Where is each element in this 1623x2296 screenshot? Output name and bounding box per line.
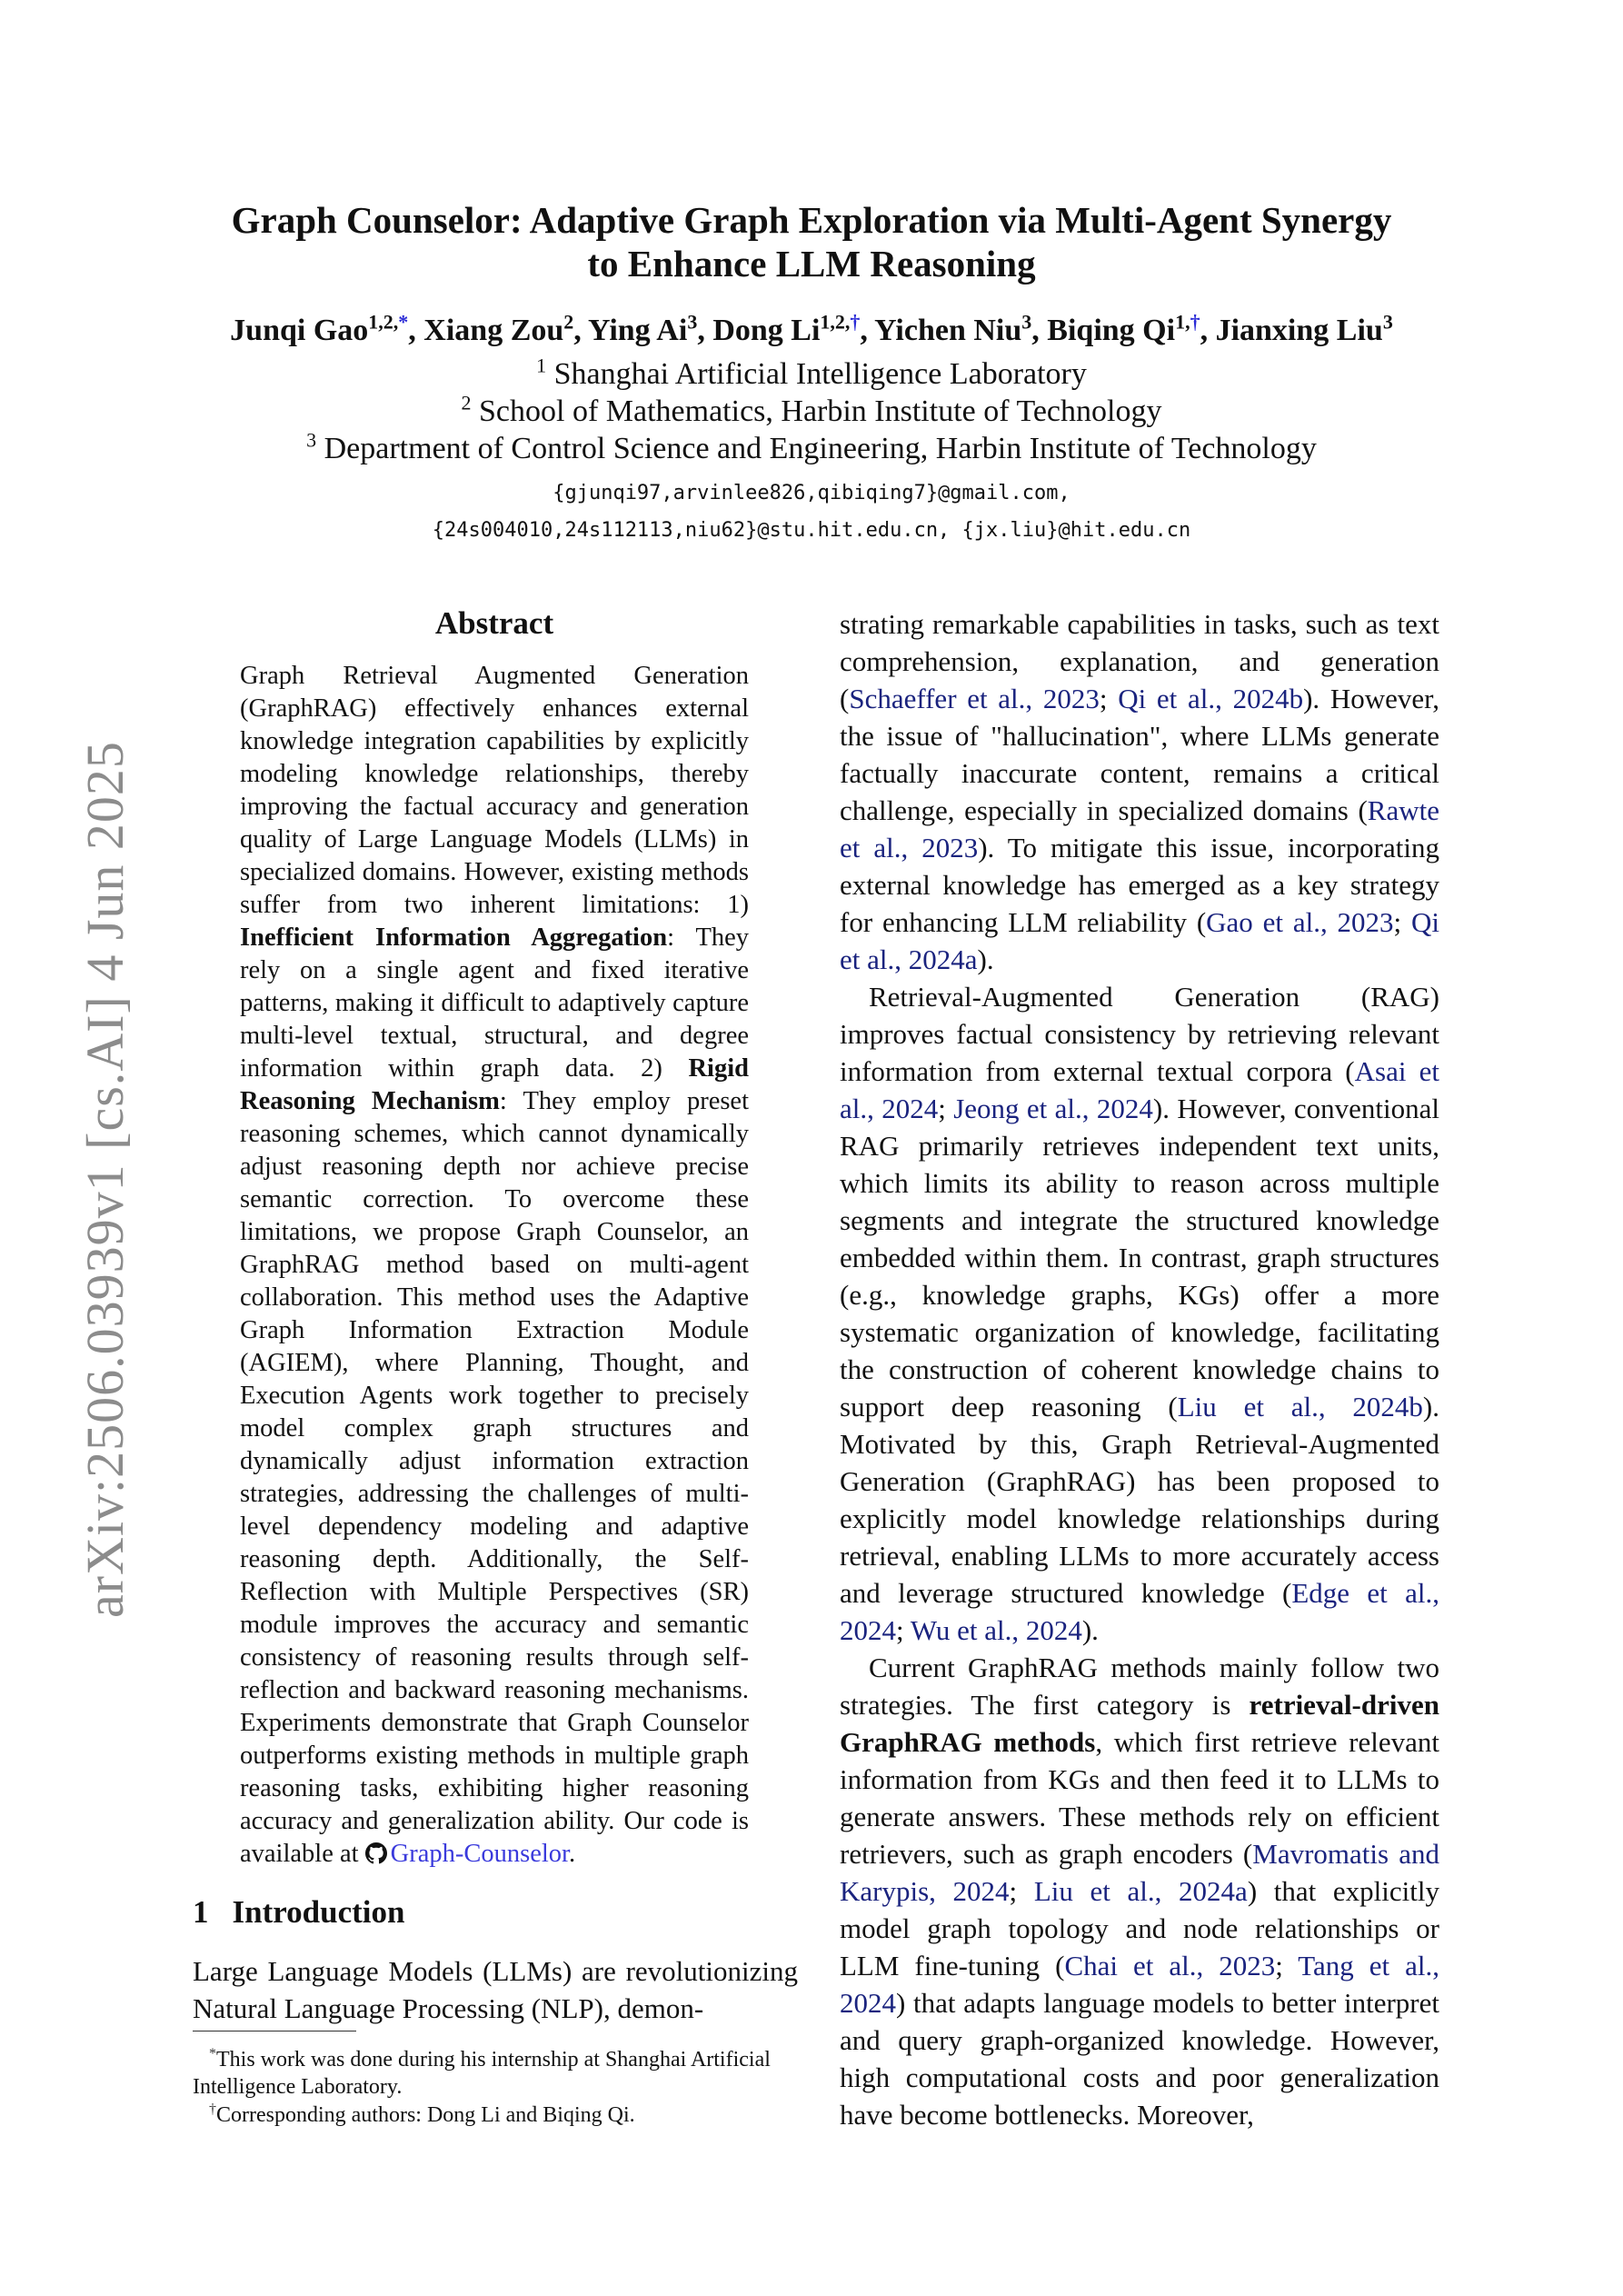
affiliation-text: Shanghai Artificial Intelligence Laboratory <box>546 357 1087 391</box>
citation-link[interactable]: Jeong et al., 2024 <box>953 1093 1153 1124</box>
abstract-bold: Rigid Reasoning Mechanism <box>240 1054 749 1115</box>
body-text: ). <box>977 943 994 975</box>
title-line-1: Graph Counselor: Adaptive Graph Exploration via Multi-Agent Synergy <box>231 199 1392 241</box>
footnote-text: Corresponding authors: Dong Li and Biqing Qi. <box>216 2103 635 2127</box>
body-text: ). However, conventional RAG primarily retrieves independent text units, which limits its ability to reason across multiple segments and integrate the structured knowledge embedded within them. In contrast, graph structures (e.g., knowledge graphs, KGs) offer a more systematic organization of knowledge, facilitating the construction of coherent knowledge chains to support deep reasoning ( <box>840 1093 1439 1423</box>
email-line-1: {gjunqi97,arvinlee826,qibiqing7}@gmail.com, <box>553 482 1070 504</box>
author-note-mark[interactable]: † <box>850 310 861 334</box>
abstract-text: Graph Retrieval Augmented Generation (GraphRAG) effectively enhances external knowledge integration capabilities by explicitly modeling knowledge relationships, thereby improving the factual accuracy and generation quality of Large Language Models (LLMs) in specialized domains. However, existing methods suffer from two inherent limitations: 1) <box>240 662 749 919</box>
citation-link[interactable]: Qi et al., 2024a <box>840 906 1439 975</box>
citation-link[interactable]: Mavromatis and Karypis, 2024 <box>840 1838 1439 1907</box>
affiliation-1 <box>136 354 1487 392</box>
right-column <box>840 605 1439 2133</box>
author-affil-sup: 1,2, <box>368 310 399 334</box>
title-line-2: to Enhance LLM Reasoning <box>587 243 1036 285</box>
citation-link[interactable]: Edge et al., 2024 <box>840 1577 1439 1646</box>
author-affil-sup: 1, <box>1175 310 1190 334</box>
author-name: , Dong Li <box>697 314 821 347</box>
author-name: , Biqing Qi <box>1031 314 1176 347</box>
introduction-text-left: Large Language Models (LLMs) are revolutionizing Natural Language Processing (NLP), demon- <box>193 1955 798 2024</box>
affiliation-number: 3 <box>306 428 317 452</box>
section-number: 1 <box>193 1894 209 1930</box>
body-text: Retrieval-Augmented Generation (RAG) improves factual consistency by retrieving relevant information from external textual corpora ( <box>840 981 1439 1087</box>
body-text: ; <box>896 1614 911 1646</box>
abstract-text: . <box>568 1840 576 1868</box>
author-note-mark[interactable]: † <box>1190 310 1200 334</box>
body-text: , which first retrieve relevant information from KGs and then feed it to LLMs to generate answers. These methods rely on efficient retrievers, such as graph encoders ( <box>840 1726 1439 1870</box>
author-affil-sup: 1,2, <box>820 310 851 334</box>
body-text: ). To mitigate this issue, incorporating external knowledge has emerged as a key strategy for enhancing LLM reliability ( <box>840 832 1439 938</box>
body-text: ; <box>1009 1875 1034 1907</box>
citation-link[interactable]: Chai et al., 2023 <box>1064 1950 1276 1982</box>
abstract-text: : They rely on a single agent and fixed iterative patterns, making it difficult to adaptively capture multi-level textual, structural, and degree information within graph data. 2) <box>240 923 750 1083</box>
paragraph <box>840 605 1439 978</box>
affiliation-text: Department of Control Science and Engineering, Harbin Institute of Technology <box>316 432 1317 465</box>
body-text: ; <box>1393 906 1411 938</box>
citation-link[interactable]: Liu et al., 2024a <box>1033 1875 1248 1907</box>
affiliation-3 <box>136 428 1487 466</box>
section-title: Introduction <box>232 1894 405 1930</box>
abstract-heading: Abstract <box>434 605 554 641</box>
citation-link[interactable]: Tang et al., 2024 <box>840 1950 1439 2019</box>
body-text: strating remarkable capabilities in tasks, such as text comprehension, explanation, and generation ( <box>840 608 1439 714</box>
affiliation-2 <box>136 391 1487 429</box>
body-text: ; <box>1275 1950 1299 1982</box>
section-heading-introduction <box>193 1894 428 1931</box>
author-name: , Yichen Niu <box>860 314 1022 347</box>
footnote-mark: * <box>209 2046 216 2061</box>
body-text: ). <box>1081 1614 1099 1646</box>
citation-link[interactable]: Wu et al., 2024 <box>910 1614 1082 1646</box>
author-note-mark[interactable]: * <box>398 310 409 334</box>
abstract-body <box>240 660 749 1871</box>
footnote-1 <box>193 2041 798 2101</box>
author-name: , Ying Ai <box>573 314 688 347</box>
body-text: ) that adapts language models to better interpret and query graph-organized knowledge. However, high computational costs and poor generalization have become bottlenecks. Moreover, <box>840 1987 1439 2131</box>
body-text: ; <box>938 1093 954 1124</box>
footnote-mark: † <box>209 2101 216 2117</box>
author-name: , Jianxing Liu <box>1200 314 1383 347</box>
author-list <box>136 310 1487 348</box>
body-text: ). However, the issue of "hallucination", where LLMs generate factually inaccurate content, remains a critical challenge, especially in specialized domains ( <box>840 683 1439 826</box>
affiliation-number: 2 <box>461 391 472 414</box>
email-line-2: {24s004010,24s112113,niu62}@stu.hit.edu.cn, {jx.liu}@hit.edu.cn <box>432 519 1191 542</box>
body-text: ; <box>1099 683 1119 714</box>
author-affil-sup: 3 <box>687 310 698 334</box>
paragraph <box>840 1649 1439 2133</box>
footnote-text: This work was done during his internship at Shanghai Artificial Intelligence Laboratory. <box>193 2048 771 2099</box>
body-text: Current GraphRAG methods mainly follow two strategies. The first category is <box>840 1652 1439 1721</box>
author-affil-sup: 3 <box>1382 310 1393 334</box>
affiliation-number: 1 <box>536 354 547 377</box>
citation-link[interactable]: Liu et al., 2024b <box>1177 1391 1423 1423</box>
bold-term: retrieval-driven GraphRAG methods <box>840 1689 1439 1758</box>
citation-link[interactable]: Asai et al., 2024 <box>840 1055 1439 1124</box>
footnote-2 <box>193 2096 798 2129</box>
abstract-text: : They employ preset reasoning schemes, which cannot dynamically adjust reasoning depth nor achieve precise semantic correction. To overcome these limitations, we propose Graph Counselor, an GraphRAG method based on multi-agent collaboration. This method uses the Adaptive Graph Information Extraction Module (AGIEM), where Planning, Thought, and Execution Agents work together to precisely model complex graph structures and dynamically adjust information extraction strategies, addressing the challenges of multi-level dependency modeling and adaptive reasoning depth. Additionally, the Self-Reflection with Multiple Perspectives (SR) module improves the accuracy and semantic consistency of reasoning results through self-reflection and backward reasoning mechanisms. Experiments demonstrate that Graph Counselor outperforms existing methods in multiple graph reasoning tasks, exhibiting higher reasoning accuracy and generalization ability. Our code is available at <box>240 1087 750 1868</box>
paragraph <box>840 978 1439 1649</box>
body-text: ) that explicitly model graph topology and node relationships or LLM fine-tuning ( <box>840 1875 1439 1982</box>
author-affil-sup: 3 <box>1021 310 1032 334</box>
citation-link[interactable]: Gao et al., 2023 <box>1206 906 1394 938</box>
author-affil-sup: 2 <box>563 310 574 334</box>
code-link[interactable]: Graph-Counselor <box>390 1840 569 1868</box>
author-name: , Xiang Zou <box>408 314 564 347</box>
citation-link[interactable]: Rawte et al., 2023 <box>840 794 1439 863</box>
abstract-bold: Inefficient Information Aggregation <box>240 923 668 952</box>
citation-link[interactable]: Schaeffer et al., 2023 <box>849 683 1100 714</box>
citation-link[interactable]: Qi et al., 2024b <box>1118 683 1304 714</box>
affiliation-text: School of Mathematics, Harbin Institute of Technology <box>471 394 1162 428</box>
body-text: ). Motivated by this, Graph Retrieval-Augmented Generation (GraphRAG) has been proposed to explicitly model knowledge relationships during retrieval, enabling LLMs to more accurately access and leverage structured knowledge ( <box>840 1391 1439 1609</box>
github-icon <box>365 1842 387 1864</box>
arxiv-identifier: arXiv:2506.03939v1 [cs.AI] 4 Jun 2025 <box>75 741 134 1618</box>
paper-title <box>164 198 1459 285</box>
author-name: Junqi Gao <box>230 314 369 347</box>
